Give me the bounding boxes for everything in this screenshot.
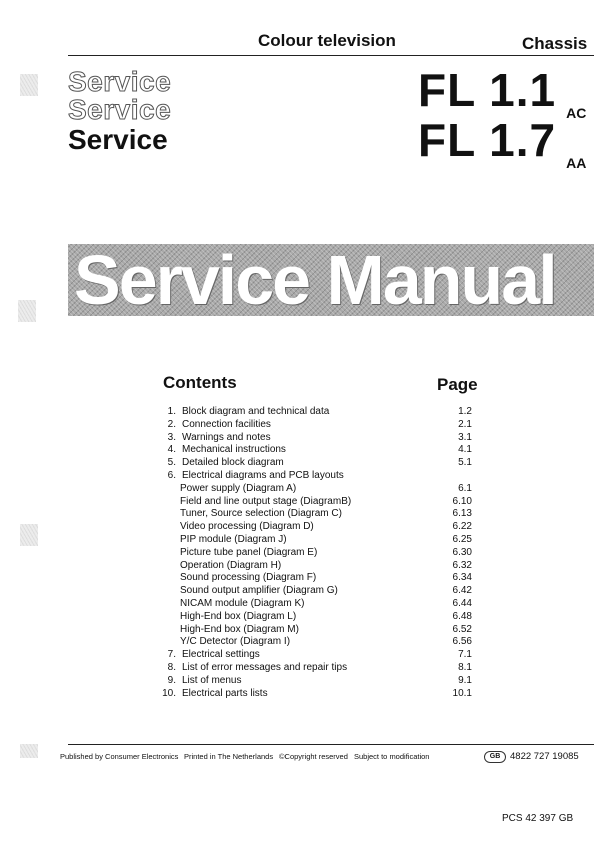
- toc-row: [130, 521, 480, 534]
- toc-label: List of error messages and repair tips: [182, 661, 348, 673]
- toc-row: [130, 496, 480, 509]
- toc-page-number: 6.42: [452, 585, 472, 597]
- toc-row: [130, 611, 480, 624]
- toc-label: Mechanical instructions: [182, 444, 286, 456]
- model-suffix: AA: [566, 155, 587, 171]
- subject-text: Subject to modification: [354, 752, 430, 761]
- region-badge: GB: [484, 751, 506, 763]
- toc-row: [130, 560, 480, 573]
- toc-label: Electrical settings: [182, 649, 260, 661]
- toc-row: [130, 483, 480, 496]
- toc-number: 10.: [162, 687, 176, 699]
- toc-page-number: 3.1: [458, 431, 472, 443]
- toc-row: [130, 662, 480, 675]
- scan-speck: [20, 744, 38, 758]
- toc-label: Electrical parts lists: [182, 687, 268, 699]
- service-manual-banner: [68, 244, 594, 316]
- toc-page-number: 5.1: [458, 457, 472, 469]
- toc-label: List of menus: [182, 674, 242, 686]
- toc-label: Field and line output stage (DiagramB): [180, 495, 352, 507]
- toc-row: [130, 508, 480, 521]
- toc-row: [130, 585, 480, 598]
- scan-speck: [20, 74, 38, 96]
- toc-row: [130, 534, 480, 547]
- toc-page-number: 6.30: [452, 546, 472, 558]
- toc-row: [130, 624, 480, 637]
- toc-row: [130, 547, 480, 560]
- document-number: 4822 727 19085: [510, 751, 579, 762]
- toc-page-number: 7.1: [458, 649, 472, 661]
- header-rule: [68, 55, 594, 56]
- toc-row: [130, 649, 480, 662]
- toc-page-number: 6.56: [452, 636, 472, 648]
- banner-title: Service Manual: [74, 244, 556, 316]
- toc-page-number: 6.48: [452, 610, 472, 622]
- toc-label: Block diagram and technical data: [182, 406, 330, 417]
- copyright-text: ©Copyright reserved: [279, 752, 348, 761]
- scan-speck: [20, 524, 38, 546]
- toc-row: [130, 636, 480, 649]
- toc-label: Warnings and notes: [182, 431, 271, 443]
- toc-row: [130, 598, 480, 611]
- pcs-code: PCS 42 397 GB: [502, 813, 574, 824]
- toc-page-number: 6.52: [452, 623, 472, 635]
- toc-page-number: 6.1: [458, 482, 472, 494]
- model-name: FL 1.1: [418, 64, 557, 116]
- toc-page-number: 8.1: [458, 661, 472, 673]
- toc-number: 8.: [167, 661, 176, 673]
- service-logo-outline-2: Service: [68, 94, 172, 125]
- model-name: FL 1.7: [418, 114, 557, 166]
- toc-number: 6.: [167, 469, 176, 481]
- service-logo-outline-1: Service: [68, 66, 172, 97]
- toc-page-number: 10.1: [452, 687, 472, 699]
- toc-row: [130, 470, 480, 483]
- toc-label: Video processing (Diagram D): [180, 521, 314, 533]
- toc-label: High-End box (Diagram L): [180, 610, 297, 622]
- toc-number: 4.: [167, 444, 176, 456]
- service-logo-solid: Service: [68, 124, 168, 155]
- model-suffix: AC: [566, 105, 587, 121]
- chassis-label: Chassis: [522, 34, 588, 53]
- toc-label: NICAM module (Diagram K): [180, 597, 305, 609]
- contents-list: [130, 406, 480, 700]
- toc-label: Operation (Diagram H): [180, 559, 282, 571]
- model-fl17: [418, 116, 586, 187]
- toc-page-number: 4.1: [458, 444, 472, 456]
- publisher-text: Published by Consumer Electronics: [60, 752, 179, 761]
- toc-label: Y/C Detector (Diagram I): [180, 636, 291, 648]
- toc-row: [130, 419, 480, 432]
- footer-rule: [68, 744, 594, 745]
- toc-row: [130, 572, 480, 585]
- toc-number: 7.: [167, 649, 176, 661]
- toc-number: 9.: [167, 674, 176, 686]
- scan-speck: [18, 300, 36, 322]
- product-title: Colour television: [258, 31, 396, 50]
- toc-label: Power supply (Diagram A): [180, 482, 297, 494]
- toc-page-number: 6.32: [452, 559, 472, 571]
- page-heading: Page: [437, 375, 478, 394]
- toc-label: Picture tube panel (Diagram E): [180, 546, 318, 558]
- toc-label: Connection facilities: [182, 418, 271, 430]
- toc-page-number: 2.1: [458, 418, 472, 430]
- toc-number: 3.: [167, 431, 176, 443]
- toc-page-number: 1.2: [458, 406, 472, 417]
- toc-page-number: 6.25: [452, 533, 472, 545]
- toc-row: [130, 432, 480, 445]
- toc-label: Tuner, Source selection (Diagram C): [180, 508, 342, 520]
- toc-label: Sound output amplifier (Diagram G): [180, 585, 338, 597]
- toc-label: Detailed block diagram: [182, 457, 284, 469]
- toc-number: 2.: [167, 418, 176, 430]
- toc-row: [130, 675, 480, 688]
- toc-label: High-End box (Diagram M): [180, 623, 299, 635]
- toc-page-number: 6.22: [452, 521, 472, 533]
- toc-label: Electrical diagrams and PCB layouts: [182, 469, 344, 481]
- toc-page-number: 6.34: [452, 572, 472, 584]
- toc-page-number: 6.13: [452, 508, 472, 520]
- toc-row: [130, 406, 480, 419]
- toc-row: [130, 688, 480, 701]
- toc-row: [130, 444, 480, 457]
- toc-page-number: 6.44: [452, 597, 472, 609]
- printed-text: Printed in The Netherlands: [184, 752, 274, 761]
- toc-label: Sound processing (Diagram F): [180, 572, 317, 584]
- toc-number: 1.: [167, 406, 176, 417]
- toc-label: PIP module (Diagram J): [180, 533, 287, 545]
- contents-heading: Contents: [163, 373, 237, 392]
- toc-page-number: 6.10: [452, 495, 472, 507]
- toc-page-number: 9.1: [458, 674, 472, 686]
- toc-row: [130, 457, 480, 470]
- toc-number: 5.: [167, 457, 176, 469]
